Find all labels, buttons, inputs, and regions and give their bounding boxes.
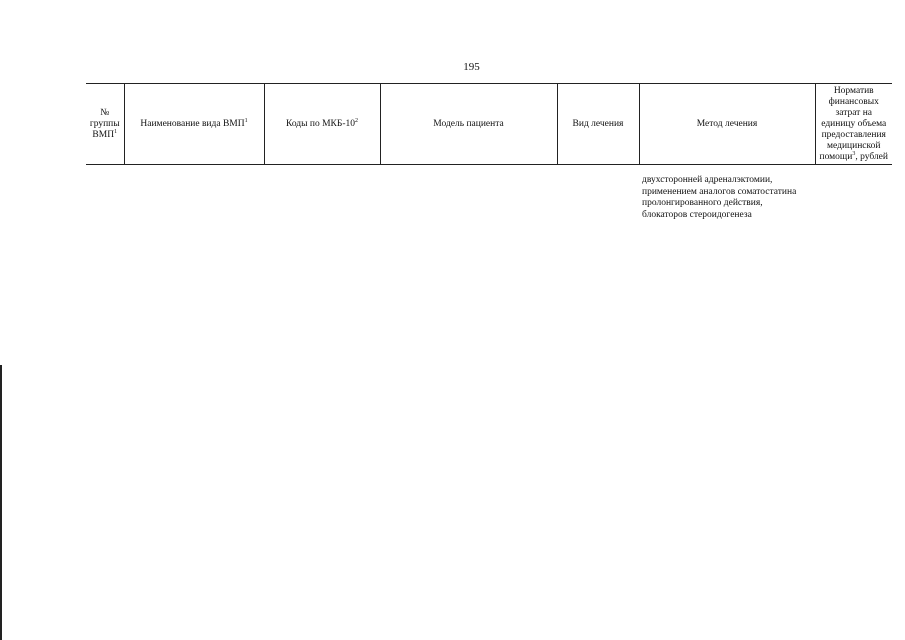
col-group-number bbox=[86, 84, 124, 165]
icd-codes-label: Коды по МКБ-10 bbox=[285, 118, 356, 129]
treatment-method-label: Метод лечения bbox=[696, 118, 758, 129]
patient-model-label: Модель пациента bbox=[433, 118, 504, 129]
method-line-1: двухсторонней адреналэктомии, bbox=[642, 175, 773, 185]
group-no-line-3: ВМП bbox=[92, 129, 115, 140]
method-line-3: пролонгированного действия, bbox=[642, 198, 763, 208]
scan-edge-line bbox=[0, 365, 2, 640]
group-no-line-2: группы bbox=[89, 118, 120, 129]
cost-norm-line-4: единицу объема bbox=[821, 118, 887, 129]
col-icd-codes bbox=[264, 84, 380, 165]
col-vmp-name bbox=[124, 84, 264, 165]
cost-norm-line-2: финансовых bbox=[828, 96, 879, 107]
col-patient-model bbox=[380, 84, 557, 165]
icd-codes-footnote: 2 bbox=[355, 117, 359, 124]
method-line-2: применением аналогов соматостатина bbox=[642, 186, 797, 197]
cost-norm-footnote: 3 bbox=[852, 150, 856, 157]
cost-norm-line-1: Норматив bbox=[833, 85, 874, 96]
col-cost-norm bbox=[815, 84, 892, 165]
cost-norm-line-3: затрат на bbox=[835, 107, 873, 118]
vmp-name-label: Наименование вида ВМП bbox=[140, 118, 245, 129]
page-number: 195 bbox=[463, 61, 480, 73]
col-treatment-type bbox=[557, 84, 639, 165]
group-no-footnote: 1 bbox=[114, 128, 118, 135]
treatment-method-continuation bbox=[642, 175, 796, 221]
vmp-name-footnote: 1 bbox=[244, 117, 248, 124]
cost-norm-tail: , рублей bbox=[855, 151, 888, 162]
cost-norm-line-7: помощи bbox=[819, 151, 853, 162]
table-header bbox=[86, 83, 892, 165]
method-line-4: блокаторов стероидогенеза bbox=[642, 209, 752, 220]
group-no-line-1: № bbox=[100, 107, 110, 118]
col-treatment-method bbox=[639, 84, 815, 165]
cost-norm-line-5: предоставления bbox=[821, 129, 886, 140]
cost-norm-line-6: медицинской bbox=[827, 140, 881, 151]
treatment-type-label: Вид лечения bbox=[572, 118, 624, 129]
